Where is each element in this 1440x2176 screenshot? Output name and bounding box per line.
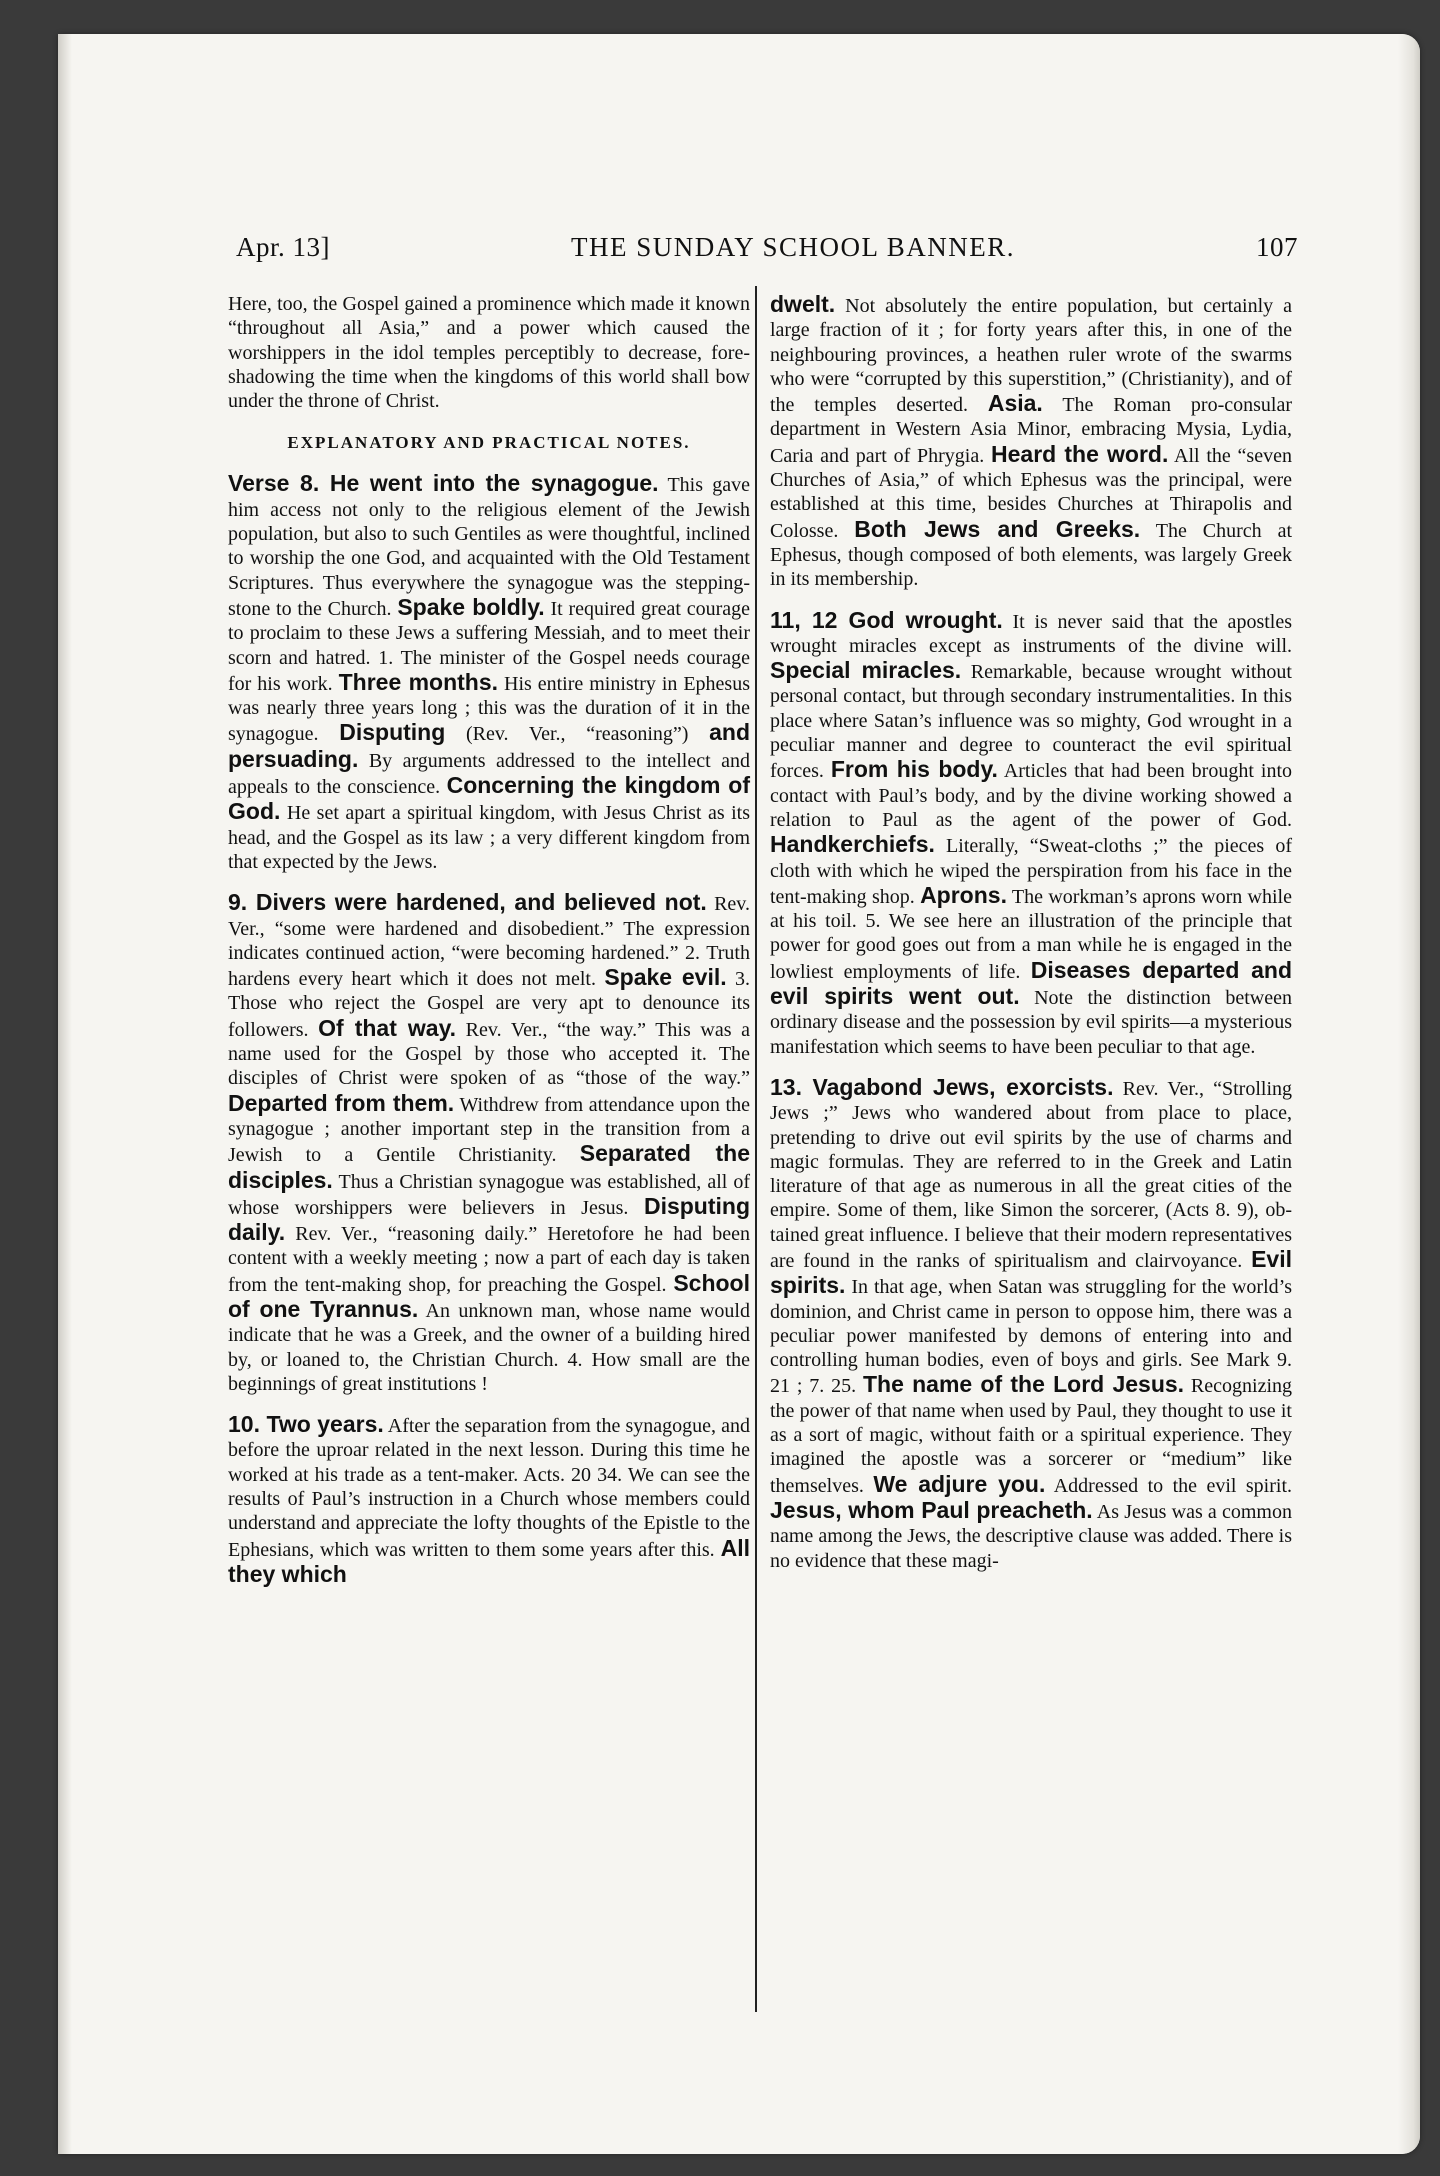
running-header xyxy=(236,232,1298,263)
note-keyword: Disputing xyxy=(339,719,446,746)
note-keyword: and persuading. xyxy=(228,719,750,772)
page-number: 107 xyxy=(1256,232,1298,262)
note-keyword: Both Jews and Greeks. xyxy=(854,515,1141,542)
note-keyword: Separated the disciples. xyxy=(228,1140,751,1193)
note-text: Note the distinction between ordinary disease and the possession by evil spirits—a mysterious manifestation which seems to have been peculiar to that age. xyxy=(770,987,1292,1058)
note-text: Rev. Ver., “the way.” This was a name used for the Gospel by those who accepted it. The disciples of Christ were spoken of as “those of the way.” xyxy=(228,1018,750,1090)
note-text: The workman’s aprons worn while at his toil. 5. We see here an illustration of the principle that power for good goes out from a man while he is engaged in the lowliest employments of life. xyxy=(770,885,1292,983)
note-continuation xyxy=(770,292,1292,592)
note-keyword: Three months. xyxy=(338,668,499,695)
note-keyword: Special miracles. xyxy=(770,657,962,684)
note-keyword: Evil spirits. xyxy=(770,1245,1292,1299)
note-keyword: All they which xyxy=(228,1534,750,1587)
note-keyword: Aprons. xyxy=(920,881,1007,908)
note-text: After the separation from the synagogue, and before the uproar related in the next lesson. During this time he worked at his trade as a tent-maker. Acts. 20 34. We can see the results of Paul’s instruction in a Church whose members could understand and appreciate the lofty thoughts of the Epistle to the Ephesians, which was written to them some years after this. xyxy=(228,1415,750,1561)
note-text: Remarkable, because wrought without personal contact, but through secondary instrumentalities. In this place where Satan’s influence was so mighty, God wrought in a peculiar manner and degree to counteract the evil spiritual forces. xyxy=(770,661,1292,783)
note-keyword: Heard the word. xyxy=(991,440,1169,467)
note-text: He set apart a spiritual kingdom, with Jesus Christ as its head, and the Gospel as its law ; a very different kingdom from that expected by the Jews. xyxy=(228,802,750,873)
note-keyword: 13. Vagabond Jews, exorcists. xyxy=(770,1073,1114,1100)
note-text: Not absolutely the entire population, but certainly a large fraction of it ; for forty years after this, in one of the neighbouring provinces, a heathen ruler wrote of the swarms who were “corrupted by this superstition,” (Christianity), and of the temples deserted. xyxy=(770,295,1292,417)
note-verse-9 xyxy=(228,890,750,1396)
note-keyword: Concerning the kingdom of God. xyxy=(228,772,751,825)
note-text: Withdrew from attendance upon the synagogue ; another important step in the transition from a Jewish to a Gentile Christianity. xyxy=(228,1093,750,1167)
note-keyword: 10. Two years. xyxy=(228,1411,384,1438)
note-keyword: Spake evil. xyxy=(604,964,727,991)
note-keyword: Departed from them. xyxy=(228,1089,455,1116)
note-keyword: Handkerchiefs. xyxy=(770,831,935,858)
note-text: 3. Those who reject the Gospel are very apt to denounce its followers. xyxy=(228,968,750,1041)
book-page xyxy=(58,34,1420,2154)
page-gutter xyxy=(58,34,72,2154)
note-text: His entire ministry in Ephesus was nearly three years long ; this was the duration of it in the synagogue. xyxy=(228,672,751,746)
note-keyword: Jesus, whom Paul preacheth. xyxy=(770,1496,1093,1523)
note-keyword: Asia. xyxy=(987,390,1043,417)
note-text: The Roman pro-consular department in Western Asia Minor, embracing Mysia, Lydia, Caria and part of Phrygia. xyxy=(770,394,1292,467)
note-verse-13 xyxy=(770,1075,1292,1573)
note-text: (Rev. Ver., “reasoning”) xyxy=(445,723,710,746)
section-heading: EXPLANATORY AND PRACTICAL NOTES. xyxy=(287,433,691,453)
note-keyword: 9. Divers were hardened, and believed not. xyxy=(228,889,707,916)
note-text: It required great courage to proclaim to these Jews a suffering Messiah, and to meet their scorn and hatred. 1. The minister of the Gospel needs courage for his work. xyxy=(228,597,751,695)
note-verse-10 xyxy=(228,1412,750,1588)
note-keyword: Of that way. xyxy=(318,1014,457,1041)
note-keyword: Spake boldly. xyxy=(397,593,545,620)
note-verse-11-12 xyxy=(770,608,1292,1059)
note-text: Rev. Ver., “reasoning daily.” Heretofore he had been content with a weekly meeting ; now a part of each day is taken from the tent-making shop, for preaching the Gospel. xyxy=(228,1223,750,1296)
note-text: Articles that had been brought into contact with Paul’s body, and by the divine working showed a relation to Paul as the agent of the power of God. xyxy=(770,760,1292,831)
intro-paragraph: Here, too, the Gospel gained a prominence which made it known “throughout all Asia,” and a power which caused the worshippers in the idol temples perceptibly to decrease, foreshadowing the time when the kingdoms of this world shall bow under the throne of Christ. xyxy=(228,293,750,413)
note-keyword: From his body. xyxy=(830,756,998,783)
note-keyword: dwelt. xyxy=(770,291,836,317)
right-column xyxy=(770,292,1292,1589)
note-text: The Church at Ephesus, though composed of both elements, was largely Greek in its membership. xyxy=(770,519,1293,591)
note-keyword: Verse 8. He went into the synagogue. xyxy=(228,470,659,497)
note-keyword: The name of the Lord Jesus. xyxy=(862,1371,1185,1398)
note-text: Literally, “Sweat-cloths ;” the pieces of cloth with which he wiped the perspiration from his face in the tent-making shop. xyxy=(770,835,1292,908)
note-text: It is never said that the apostles wrought miracles except as instruments of the divine will. xyxy=(770,610,1292,657)
note-keyword: Diseases departed and evil spirits went out. xyxy=(770,956,1292,1010)
note-text: As Jesus was a common name among the Jews, the descriptive clause was added. There is no evidence that these magi- xyxy=(770,1500,1292,1572)
page-edge xyxy=(1398,34,1420,2154)
note-text: Recognizing the power of that name when used by Paul, they thought to use it as a sort of magic, without faith or a spiritual experience. They imagined the apostle was a sorcerer or “medium” like themselves. xyxy=(770,1375,1292,1497)
column-divider xyxy=(755,286,757,2012)
note-text: Rev. Ver., “some were hardened and disobedient.” The expression indicates continued action, “were becoming hardened.” 2. Truth hardens every heart which it does not melt. xyxy=(228,893,750,991)
note-text: All the “seven Churches of Asia,” of which Ephesus was the principal, were established at this time, besides Churches at Thirapolis and Colosse. xyxy=(770,444,1292,542)
note-text: In that age, when Satan was struggling for the world’s dominion, and Christ came in person to oppose him, there was a peculiar power manifested by demons of entering into and controlling human bodies, even of boys and girls. See Mark 9. 21 ; 7. 25. xyxy=(770,1276,1292,1398)
note-verse-8 xyxy=(228,471,750,874)
note-keyword: School of one Tyrannus. xyxy=(228,1269,750,1322)
note-keyword: 11, 12 God wrought. xyxy=(770,606,1003,633)
header-date: Apr. 13] xyxy=(236,232,330,262)
note-text: An unknown man, whose name would indicate that he was a Greek, and the owner of a building hired by, or loaned to, the Christian Church. 4. How small are the beginnings of great institutions ! xyxy=(228,1299,750,1395)
note-text: By arguments addressed to the intellect and appeals to the conscience. xyxy=(228,749,750,799)
left-column xyxy=(228,292,750,1604)
note-text: Addressed to the evil spirit. xyxy=(1045,1474,1292,1497)
note-text: Rev. Ver., “Strolling Jews ;” Jews who wandered about from place to place, pretending to drive out evil spirits by the use of charms and magic formulas. They are referred to in the Greek and Latin literature of that age as numerous in all the great cities of the empire. Some of them, like Simon the sorcerer, (Acts 8. 9), obtained great influence. I believe that their modern representatives are found in the ranks of spiritualism and clairvoyance. xyxy=(770,1077,1292,1272)
note-keyword: Disputing daily. xyxy=(228,1192,750,1246)
note-text: This gave him access not only to the religious element of the Jewish population, but also to such Gentiles as were thoughtful, inclined to worship the one God, and acquainted with the Old Testament Scriptures. Thus everywhere the synagogue was the stepping-stone to the Church. xyxy=(228,474,750,620)
note-keyword: We adjure you. xyxy=(873,1470,1046,1497)
note-text: Thus a Christian synagogue was established, all of whose worshippers were believers in Jesus. xyxy=(228,1170,750,1219)
journal-title: THE SUNDAY SCHOOL BANNER. xyxy=(570,232,1016,262)
